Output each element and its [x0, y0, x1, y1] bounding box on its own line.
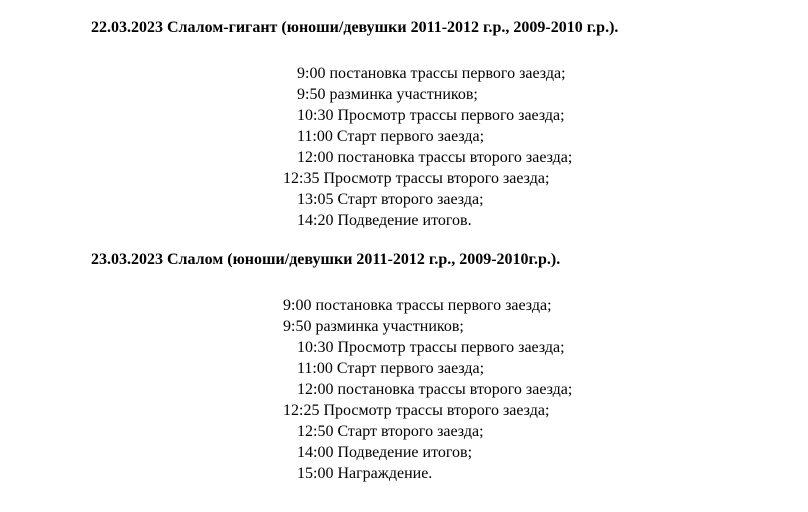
- schedule-row: [297, 442, 572, 463]
- schedule-text: постановка трассы первого заезда;: [329, 65, 566, 82]
- schedule-time: 9:50: [297, 86, 326, 103]
- schedule-row: [297, 421, 572, 442]
- schedule-time: 14:20: [297, 212, 334, 229]
- schedule-text: Старт второго заезда;: [337, 191, 484, 208]
- schedule-row: [297, 126, 572, 147]
- schedule-row: [283, 316, 558, 337]
- schedule-text: Старт второго заезда;: [337, 423, 484, 440]
- section-heading-slalom: 23.03.2023 Слалом (юноши/девушки 2011-2012 г.р., 2009-2010г.р.).: [91, 251, 561, 268]
- schedule-text: Просмотр трассы второго заезда;: [323, 170, 550, 187]
- schedule-row: [297, 210, 572, 231]
- schedule-row: [283, 168, 558, 189]
- schedule-row: [297, 358, 572, 379]
- schedule-time: 11:00: [297, 360, 333, 377]
- schedule-time: 9:00: [297, 65, 326, 82]
- schedule-text: постановка трассы второго заезда;: [337, 149, 573, 166]
- schedule-time: 13:05: [297, 191, 334, 208]
- schedule-time: 15:00: [297, 465, 334, 482]
- schedule-time: 12:50: [297, 423, 334, 440]
- schedule-text: Подведение итогов;: [337, 444, 473, 461]
- schedule-time: 14:00: [297, 444, 334, 461]
- schedule-list-slalom: [0, 295, 573, 484]
- schedule-time: 12:00: [297, 381, 334, 398]
- schedule-text: разминка участников;: [315, 318, 464, 335]
- schedule-text: Подведение итогов.: [337, 212, 472, 229]
- schedule-time: 10:30: [297, 107, 334, 124]
- schedule-text: Награждение.: [337, 465, 433, 482]
- schedule-time: 11:00: [297, 128, 333, 145]
- schedule-text: постановка трассы второго заезда;: [337, 381, 573, 398]
- schedule-text: Просмотр трассы первого заезда;: [337, 107, 565, 124]
- schedule-text: Старт первого заезда;: [336, 128, 485, 145]
- schedule-time: 10:30: [297, 339, 334, 356]
- schedule-row: [297, 147, 572, 168]
- schedule-row: [283, 400, 558, 421]
- section-heading-giant-slalom: 22.03.2023 Слалом-гигант (юноши/девушки 2011-2012 г.р., 2009-2010 г.р.).: [91, 19, 619, 36]
- schedule-time: 12:25: [283, 402, 320, 419]
- schedule-row: [297, 463, 572, 484]
- schedule-row: [297, 379, 572, 400]
- schedule-text: разминка участников;: [329, 86, 478, 103]
- schedule-time: 9:00: [283, 297, 312, 314]
- schedule-row: [297, 63, 572, 84]
- schedule-row: [297, 337, 572, 358]
- schedule-list-giant-slalom: [0, 63, 573, 231]
- schedule-time: 12:35: [283, 170, 320, 187]
- schedule-text: Старт первого заезда;: [336, 360, 485, 377]
- schedule-text: Просмотр трассы первого заезда;: [337, 339, 565, 356]
- schedule-row: [297, 105, 572, 126]
- schedule-time: 12:00: [297, 149, 334, 166]
- schedule-time: 9:50: [283, 318, 312, 335]
- schedule-row: [297, 84, 572, 105]
- schedule-text: Просмотр трассы второго заезда;: [323, 402, 550, 419]
- schedule-row: [297, 189, 572, 210]
- schedule-text: постановка трассы первого заезда;: [315, 297, 552, 314]
- schedule-row: [283, 295, 558, 316]
